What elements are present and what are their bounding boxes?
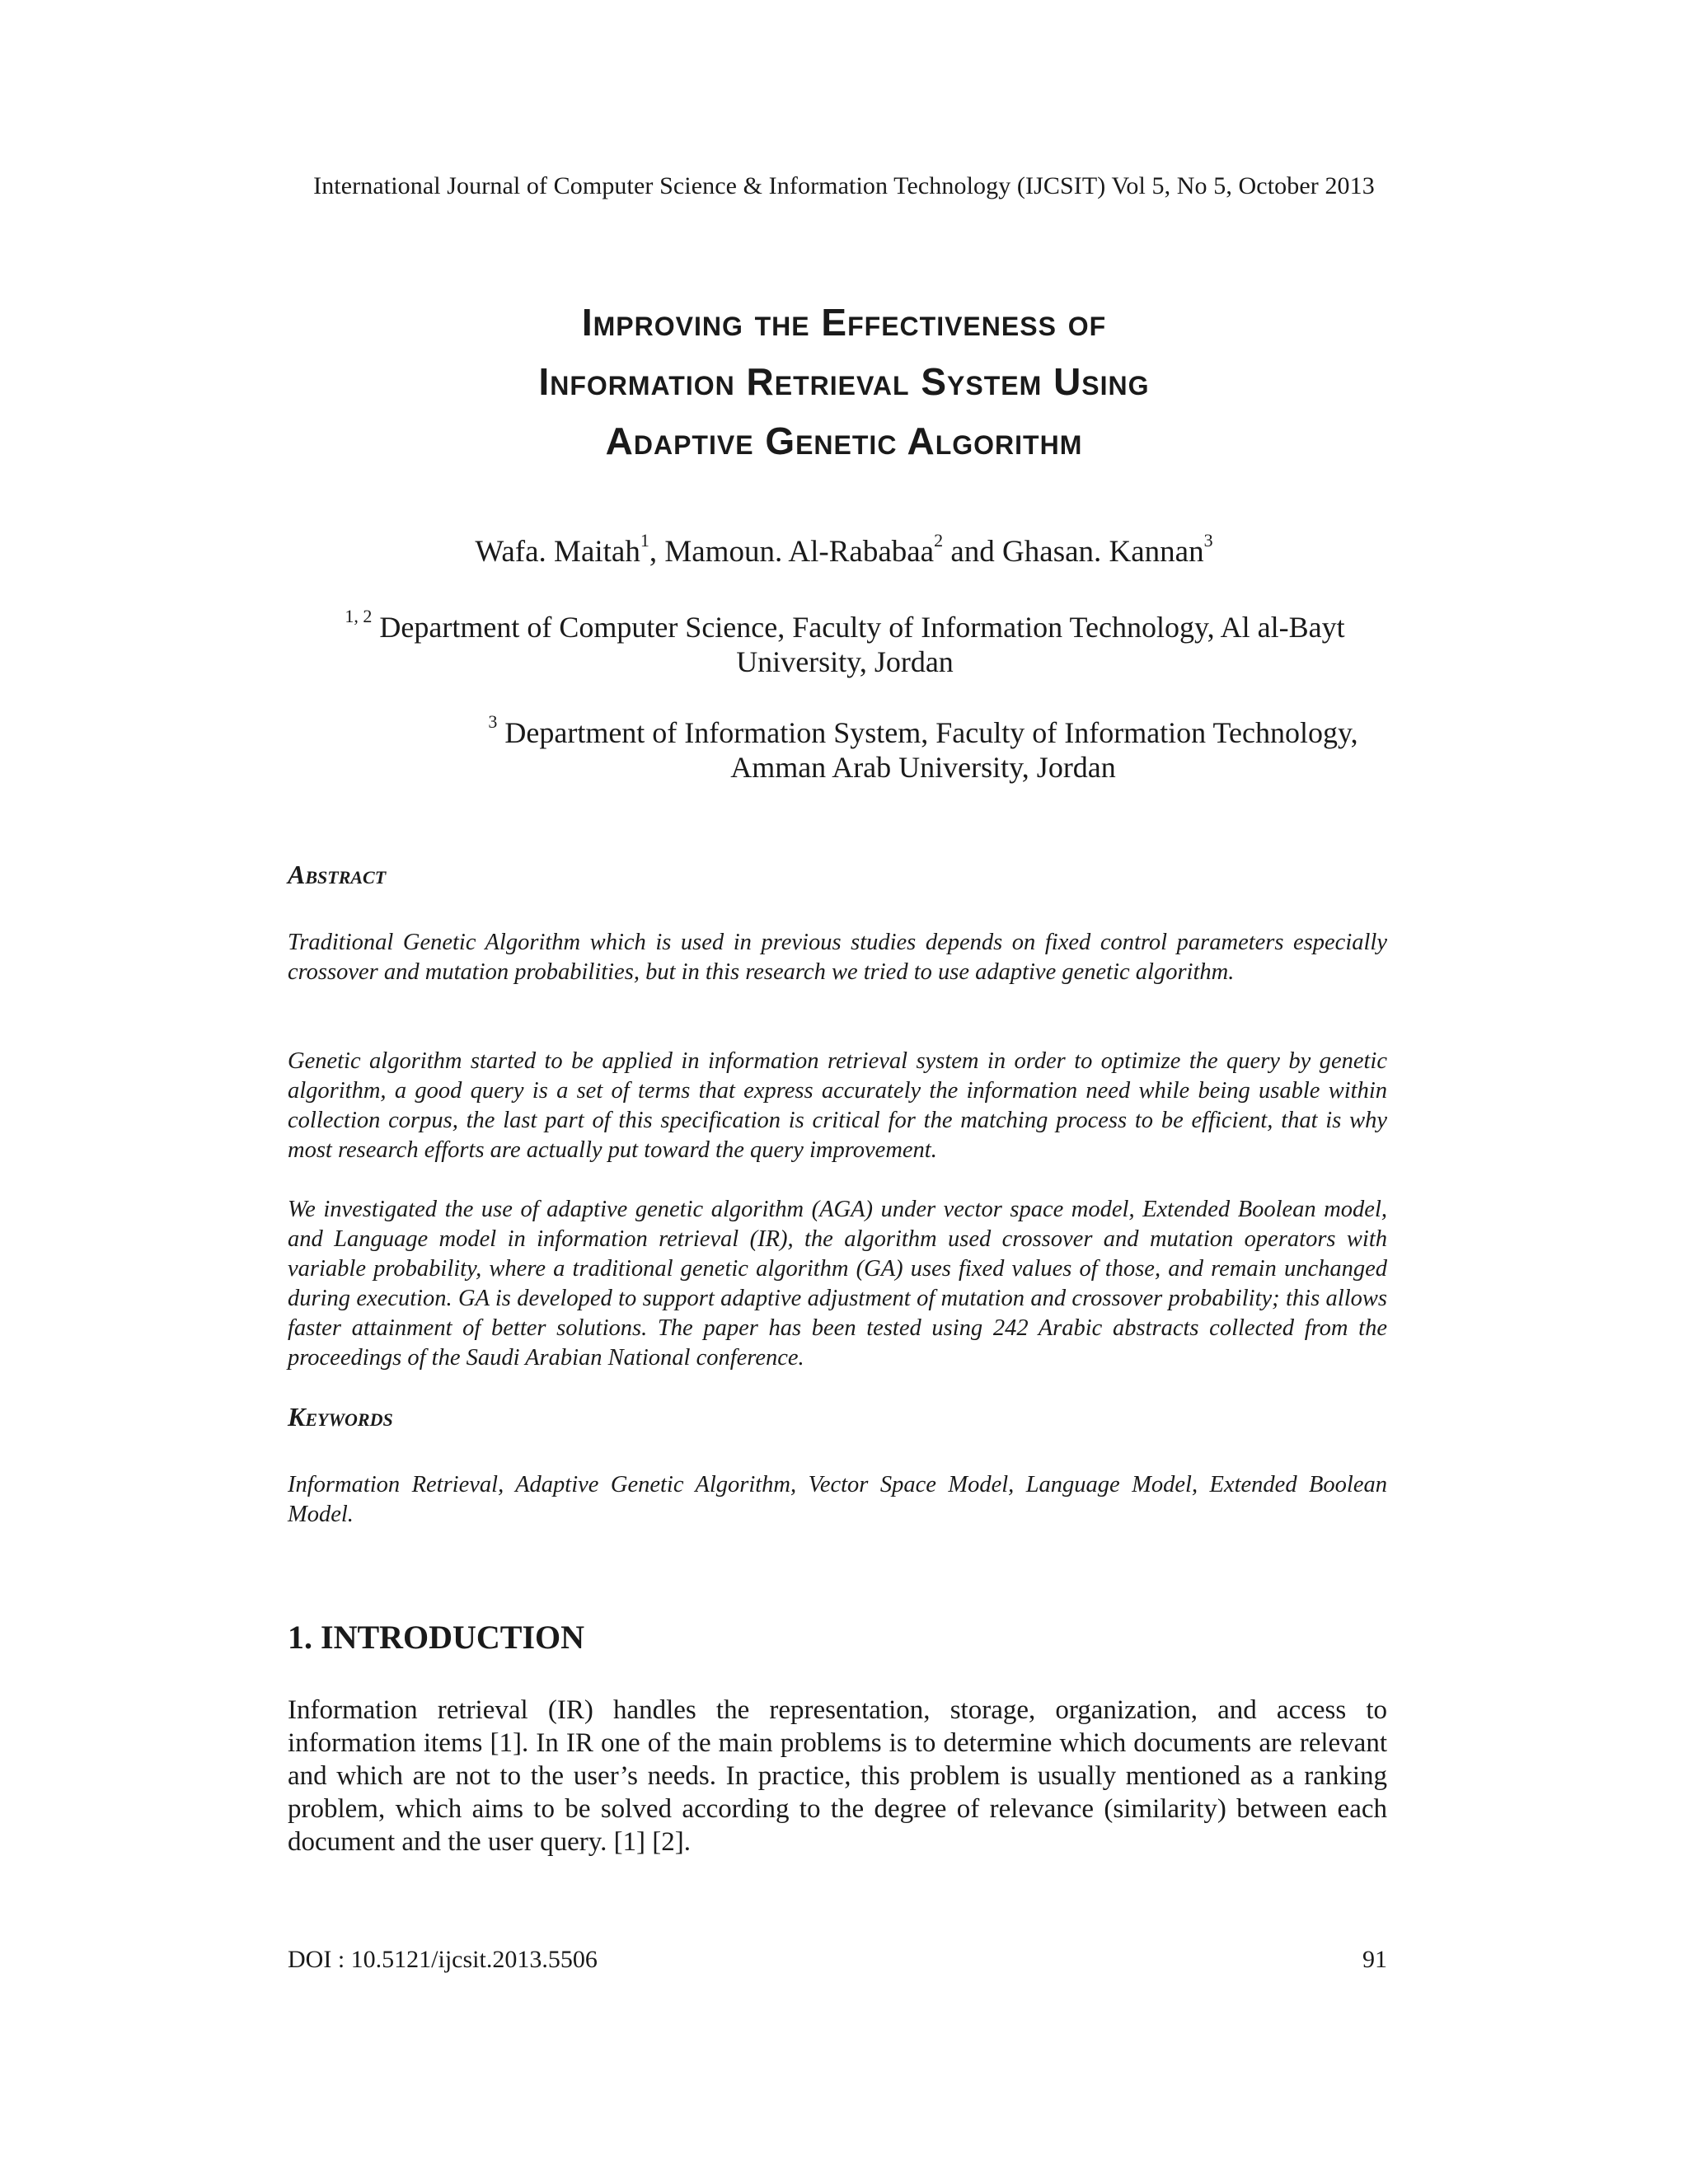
abstract-paragraph-1: Traditional Genetic Algorithm which is used in previous studies depends on fixed control parameters especially crossover and mutation probabilities, but in this research we tried to use adaptive genetic algorithm. [288, 930, 1387, 985]
abstract-paragraph-3: We investigated the use of adaptive genetic algorithm (AGA) under vector space model, Extended Boolean model, and Language model in information retrieval (IR), the algorithm used crossover and mutation operators with variable probability, where a traditional genetic algorithm (GA) uses fixed values of those, and remain unchanged during execution. GA is developed to support adaptive adjustment of mutation and crossover probability; this allows faster attainment of better solutions. The paper has been tested using 242 Arabic abstracts collected from the proceedings of the Saudi Arabian National conference. [288, 1197, 1387, 1371]
affiliation-2-text-1: Department of Information System, Faculty of Information Technology, [497, 716, 1358, 749]
affiliation-2 [470, 711, 1376, 785]
author-2: Mamoun. Al-Rababaa [664, 535, 935, 569]
abstract-paragraph-2: Genetic algorithm started to be applied in information retrieval system in order to optimize the query by genetic algorithm, a good query is a set of terms that express accurately the information need while being usable within collection corpus, the last part of this specification is critical for the matching process to be efficient, that is why most research efforts are actually put toward the query improvement. [288, 1048, 1387, 1163]
keywords-text: Information Retrieval, Adaptive Genetic Algorithm, Vector Space Model, Language Model, Extended Boolean Model. [288, 1472, 1387, 1527]
introduction-paragraph: Information retrieval (IR) handles the representation, storage, organization, and access to information items [1]. In IR one of the main problems is to determine which documents are relevant and which are not to the user’s needs. In practice, this problem is usually mentioned as a ranking problem, which aims to be solved according to the degree of relevance (similarity) between each document and the user query. [1] [2]. [288, 1695, 1387, 1857]
title-line-3: Adaptive Genetic Algorithm [605, 419, 1083, 462]
author-separator-2: and [943, 535, 1003, 569]
paper-title [0, 293, 1688, 471]
author-2-affil-mark: 2 [934, 530, 944, 551]
title-line-2: Information Retrieval System Using [538, 360, 1150, 403]
keywords-heading: Keywords [288, 1402, 393, 1432]
affiliation-1-line-1 [313, 606, 1376, 644]
author-1-affil-mark: 1 [640, 530, 649, 551]
author-separator-1: , [649, 535, 665, 569]
affiliation-2-mark: 3 [488, 711, 498, 732]
author-3-affil-mark: 3 [1203, 530, 1213, 551]
affiliation-1 [313, 606, 1376, 679]
title-line-1: Improving the Effectiveness of [581, 301, 1107, 344]
author-list [0, 530, 1688, 570]
author-3: Ghasan. Kannan [1002, 535, 1204, 569]
affiliation-1-text-1: Department of Computer Science, Faculty of Information Technology, Al al-Bayt [372, 611, 1345, 644]
introduction-heading: 1. INTRODUCTION [288, 1619, 585, 1656]
running-header: International Journal of Computer Science & Information Technology (IJCSIT) Vol 5, No 5, October 2013 [313, 172, 1375, 199]
affiliation-1-mark: 1, 2 [345, 606, 373, 626]
footer-doi: DOI : 10.5121/ijcsit.2013.5506 [288, 1946, 598, 1973]
author-1: Wafa. Maitah [475, 535, 640, 569]
affiliation-2-line-1 [470, 711, 1376, 750]
footer-page-number: 91 [1362, 1946, 1387, 1973]
affiliation-2-line-2: Amman Arab University, Jordan [730, 751, 1116, 784]
affiliation-1-line-2: University, Jordan [736, 645, 954, 678]
abstract-heading: Abstract [288, 860, 387, 889]
